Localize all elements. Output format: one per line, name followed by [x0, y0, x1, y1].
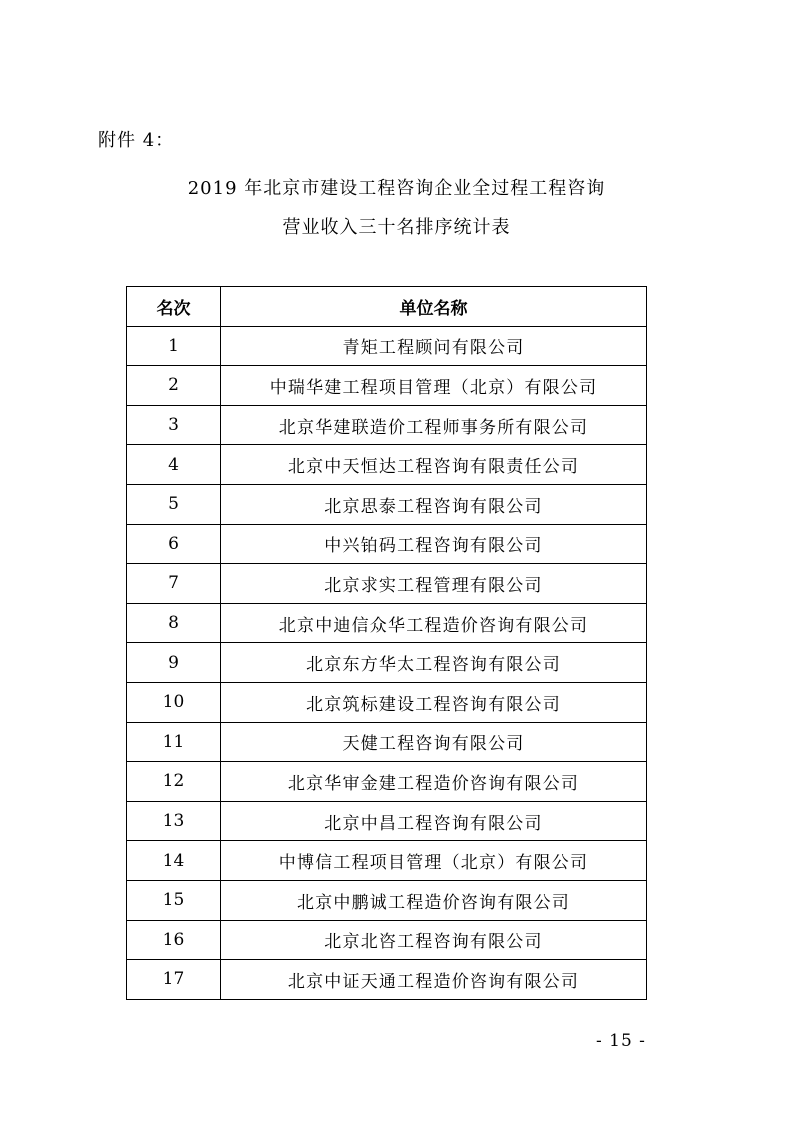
table-row: [127, 405, 647, 445]
ranking-table: [126, 286, 647, 1000]
company-name-cell: 中博信工程项目管理（北京）有限公司: [221, 841, 647, 881]
document-title-line2: 营业收入三十名排序统计表: [282, 217, 511, 238]
rank-cell: 7: [127, 564, 221, 604]
rank-cell: 8: [127, 603, 221, 643]
rank-cell: 13: [127, 801, 221, 841]
document-title-line1: 2019 年北京市建设工程咨询企业全过程工程咨询: [187, 178, 606, 199]
company-name-cell: 北京求实工程管理有限公司: [221, 564, 647, 604]
rank-cell: 2: [127, 366, 221, 406]
ranking-table-body: [127, 326, 647, 999]
table-row: [127, 841, 647, 881]
rank-cell: 16: [127, 920, 221, 960]
company-name-cell: 北京中天恒达工程咨询有限责任公司: [221, 445, 647, 485]
column-header-company-name: 单位名称: [221, 287, 647, 327]
company-name-cell: 北京中鹏诚工程造价咨询有限公司: [221, 880, 647, 920]
table-row: [127, 603, 647, 643]
rank-cell: 9: [127, 643, 221, 683]
company-name-cell: 北京北咨工程咨询有限公司: [221, 920, 647, 960]
rank-cell: 1: [127, 326, 221, 366]
table-row: [127, 524, 647, 564]
rank-cell: 5: [127, 484, 221, 524]
rank-cell: 15: [127, 880, 221, 920]
table-row: [127, 326, 647, 366]
company-name-cell: 北京中证天通工程造价咨询有限公司: [221, 960, 647, 1000]
attachment-label: 附件 4：: [98, 130, 175, 151]
company-name-cell: 北京思泰工程咨询有限公司: [221, 484, 647, 524]
rank-cell: 17: [127, 960, 221, 1000]
table-header-row: [127, 287, 647, 327]
company-name-cell: 北京中昌工程咨询有限公司: [221, 801, 647, 841]
table-row: [127, 643, 647, 683]
company-name-cell: 北京华审金建工程造价咨询有限公司: [221, 762, 647, 802]
table-row: [127, 366, 647, 406]
table-row: [127, 484, 647, 524]
table-row: [127, 960, 647, 1000]
company-name-cell: 青矩工程顾问有限公司: [221, 326, 647, 366]
table-row: [127, 445, 647, 485]
rank-cell: 6: [127, 524, 221, 564]
table-row: [127, 722, 647, 762]
company-name-cell: 天健工程咨询有限公司: [221, 722, 647, 762]
company-name-cell: 中兴铂码工程咨询有限公司: [221, 524, 647, 564]
company-name-cell: 北京筑标建设工程咨询有限公司: [221, 682, 647, 722]
rank-cell: 4: [127, 445, 221, 485]
table-row: [127, 801, 647, 841]
table-row: [127, 920, 647, 960]
column-header-rank: 名次: [127, 287, 221, 327]
rank-cell: 3: [127, 405, 221, 445]
company-name-cell: 北京华建联造价工程师事务所有限公司: [221, 405, 647, 445]
company-name-cell: 中瑞华建工程项目管理（北京）有限公司: [221, 366, 647, 406]
rank-cell: 10: [127, 682, 221, 722]
table-row: [127, 880, 647, 920]
rank-cell: 11: [127, 722, 221, 762]
company-name-cell: 北京中迪信众华工程造价咨询有限公司: [221, 603, 647, 643]
table-row: [127, 564, 647, 604]
table-row: [127, 682, 647, 722]
company-name-cell: 北京东方华太工程咨询有限公司: [221, 643, 647, 683]
table-row: [127, 762, 647, 802]
rank-cell: 14: [127, 841, 221, 881]
rank-cell: 12: [127, 762, 221, 802]
page-number: - 15 -: [596, 1031, 646, 1051]
